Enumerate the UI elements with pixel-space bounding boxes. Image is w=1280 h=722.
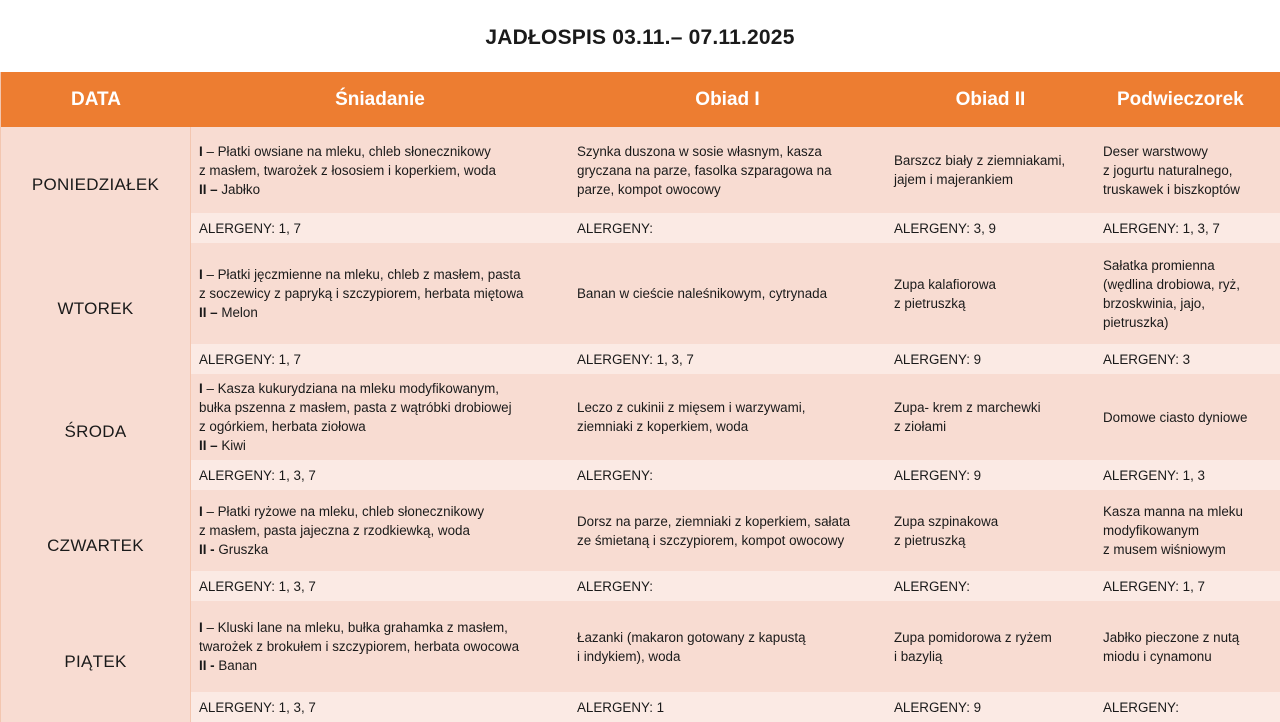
lunch2-text: Zupa kalafiorowa z pietruszką [894,276,996,311]
snack-cell [1095,490,1280,571]
breakfast-lead-2: II - [199,658,215,673]
lunch1-cell [569,490,886,571]
allergen-lunch1: ALERGENY: [569,460,886,490]
lunch2-cell [886,243,1095,344]
snack-text: Deser warstwowy z jogurtu naturalnego, truskawek i biszkoptów [1103,143,1240,197]
breakfast-cell [191,601,569,692]
allergen-breakfast: ALERGENY: 1, 7 [191,213,569,243]
lunch1-cell [569,374,886,460]
breakfast-cell [191,374,569,460]
lunch2-cell [886,374,1095,460]
allergen-lunch2: ALERGENY: [886,571,1095,601]
allergen-lunch2: ALERGENY: 9 [886,460,1095,490]
allergen-breakfast: ALERGENY: 1, 3, 7 [191,571,569,601]
day-label: WTOREK [1,243,191,374]
breakfast-lead-2: II – [199,181,218,197]
allergen-snack: ALERGENY: [1095,692,1280,722]
lunch2-text: Zupa szpinakowa z pietruszką [894,513,999,548]
breakfast-text-2: Banan [214,658,258,673]
menu-table [0,72,1280,722]
breakfast-text-2: Gruszka [214,542,269,557]
breakfast-lead-1: I [199,381,203,396]
snack-cell [1095,127,1280,213]
header-date: DATA [1,72,191,127]
lunch2-text: Zupa- krem z marchewki z ziołami [894,400,1041,434]
breakfast-lead-2: II – [199,305,218,320]
header-breakfast: Śniadanie [191,72,569,127]
allergen-lunch1: ALERGENY: [569,571,886,601]
lunch1-cell [569,127,886,213]
lunch1-cell [569,243,886,344]
allergen-snack: ALERGENY: 1, 3 [1095,460,1280,490]
snack-text: Sałatka promienna (wędlina drobiowa, ryż, brzoskwinia, jajo, pietruszka) [1103,257,1240,330]
snack-cell [1095,374,1280,460]
allergen-breakfast: ALERGENY: 1, 7 [191,344,569,374]
breakfast-lead-1: I [199,620,203,635]
allergen-snack: ALERGENY: 1, 7 [1095,571,1280,601]
breakfast-text-1: – Kluski lane na mleku, bułka grahamka z masłem, twarożek z brokułem i szczypiorem, herbata owocowa [199,620,520,654]
breakfast-lead-1: I [199,267,203,282]
lunch1-text: Leczo z cukinii z mięsem i warzywami, ziemniaki z koperkiem, woda [577,400,806,434]
breakfast-text-1: – Płatki ryżowe na mleku, chleb słonecznikowy z masłem, pasta jajeczna z rzodkiewką, woda [199,504,485,538]
snack-cell [1095,601,1280,692]
day-label: PONIEDZIAŁEK [1,127,191,243]
breakfast-lead-1: I [199,504,203,519]
lunch1-text: Dorsz na parze, ziemniaki z koperkiem, sałata ze śmietaną i szczypiorem, kompot owocowy [577,513,851,548]
lunch1-cell [569,601,886,692]
snack-text: Jabłko pieczone z nutą miodu i cynamonu [1103,629,1240,664]
allergen-snack: ALERGENY: 3 [1095,344,1280,374]
breakfast-text-2: Melon [217,305,258,320]
breakfast-text-2: Kiwi [217,438,246,453]
breakfast-text-1: – Kasza kukurydziana na mleku modyfikowanym, bułka pszenna z masłem, pasta z wątróbki drobiowej z ogórkiem, herbata ziołowa [199,381,512,434]
allergen-lunch1: ALERGENY: 1, 3, 7 [569,344,886,374]
lunch2-text: Barszcz biały z ziemniakami, jajem i majerankiem [894,153,1066,187]
lunch2-cell [886,490,1095,571]
breakfast-cell [191,127,569,213]
header-lunch-1: Obiad I [569,72,886,127]
breakfast-text-1: – Płatki jęczmienne na mleku, chleb z masłem, pasta z soczewicy z papryką i szczypiorem, herbata miętowa [199,267,524,301]
day-label: ŚRODA [1,374,191,490]
breakfast-text-2: Jabłko [217,181,261,197]
header-lunch-2: Obiad II [886,72,1095,127]
allergen-lunch1: ALERGENY: 1 [569,692,886,722]
day-label: CZWARTEK [1,490,191,601]
allergen-lunch2: ALERGENY: 3, 9 [886,213,1095,243]
day-label: PIĄTEK [1,601,191,722]
lunch2-cell [886,601,1095,692]
allergen-lunch2: ALERGENY: 9 [886,692,1095,722]
snack-text: Domowe ciasto dyniowe [1103,409,1248,425]
lunch1-text: Banan w cieście naleśnikowym, cytrynada [577,286,828,301]
breakfast-lead-2: II - [199,542,215,557]
lunch1-text: Szynka duszona w sosie własnym, kasza gryczana na parze, fasolka szparagowa na parze, kompot owocowy [577,143,832,197]
lunch1-text: Łazanki (makaron gotowany z kapustą i indykiem), woda [577,629,806,664]
allergen-snack: ALERGENY: 1, 3, 7 [1095,213,1280,243]
breakfast-cell [191,490,569,571]
breakfast-lead-2: II – [199,438,218,453]
allergen-breakfast: ALERGENY: 1, 3, 7 [191,460,569,490]
allergen-breakfast: ALERGENY: 1, 3, 7 [191,692,569,722]
header-snack: Podwieczorek [1095,72,1280,127]
lunch2-text: Zupa pomidorowa z ryżem i bazylią [894,629,1052,664]
breakfast-cell [191,243,569,344]
allergen-lunch2: ALERGENY: 9 [886,344,1095,374]
snack-cell [1095,243,1280,344]
lunch2-cell [886,127,1095,213]
breakfast-lead-1: I [199,143,203,159]
allergen-lunch1: ALERGENY: [569,213,886,243]
page-title: JADŁOSPIS 03.11.– 07.11.2025 [485,26,795,49]
breakfast-text-1: – Płatki owsiane na mleku, chleb słonecznikowy z masłem, twarożek z łososiem i koperkiem, woda [199,143,496,178]
snack-text: Kasza manna na mleku modyfikowanym z musem wiśniowym [1103,504,1243,557]
